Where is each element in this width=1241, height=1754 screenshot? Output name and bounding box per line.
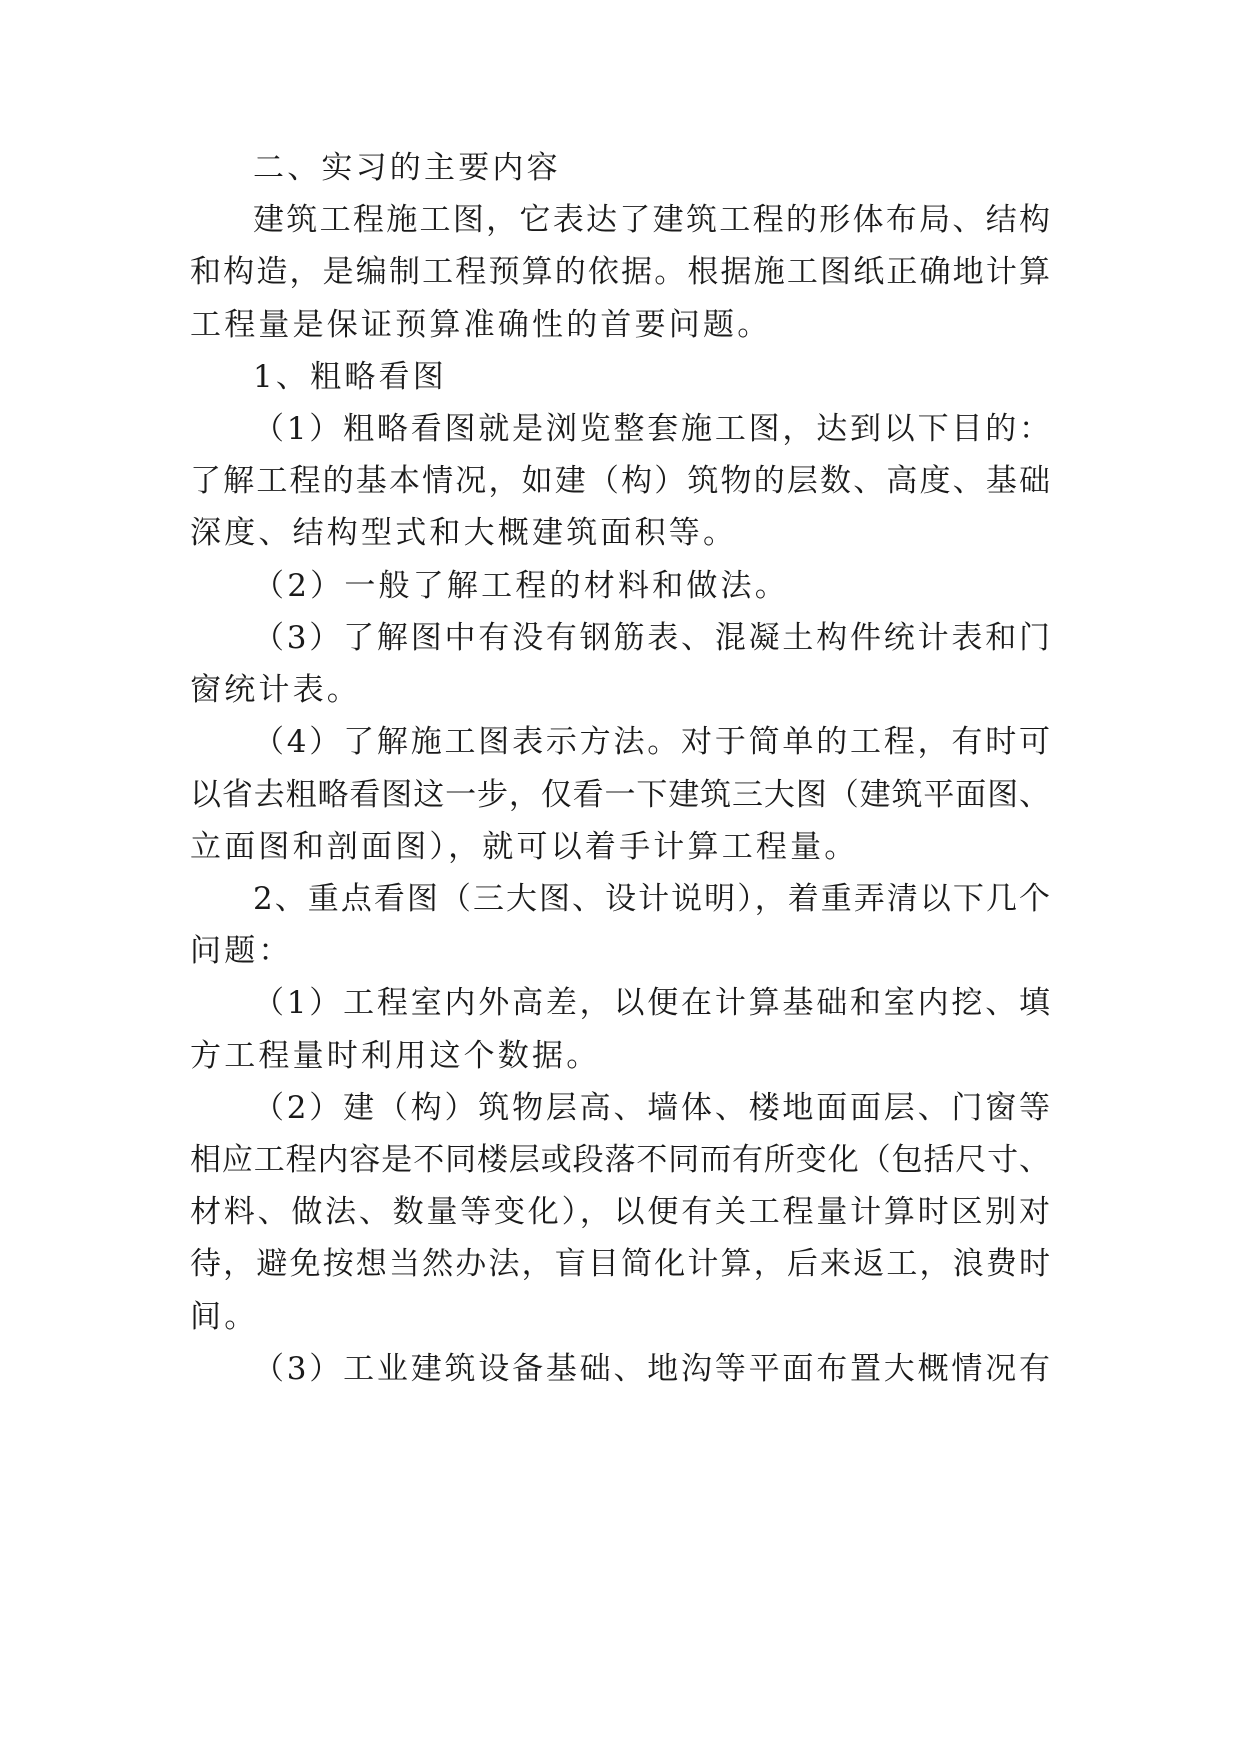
paragraph-line: 建筑工程施工图，它表达了建筑工程的形体布局、结构	[253, 202, 1050, 238]
paragraph-line: 深度、结构型式和大概建筑面积等。	[190, 515, 738, 551]
subsection-heading: 2、重点看图（三大图、设计说明），着重弄清以下几个	[253, 881, 1050, 917]
paragraph-line: 以省去粗略看图这一步，仅看一下建筑三大图（建筑平面图、	[190, 777, 1050, 813]
paragraph-line: 间。	[190, 1299, 259, 1335]
paragraph-line: 和构造，是编制工程预算的依据。根据施工图纸正确地计算	[190, 254, 1050, 290]
paragraph-line: （1）工程室内外高差，以便在计算基础和室内挖、填	[253, 985, 1050, 1021]
paragraph-line: （4）了解施工图表示方法。对于简单的工程，有时可	[253, 724, 1050, 760]
section-heading: 二、实习的主要内容	[253, 150, 561, 186]
subsection-heading: 1、粗略看图	[253, 359, 447, 395]
paragraph-line: 待，避免按想当然办法，盲目简化计算，后来返工，浪费时	[190, 1246, 1050, 1282]
paragraph-line: （3）工业建筑设备基础、地沟等平面布置大概情况有	[253, 1351, 1050, 1387]
paragraph-line: （3）了解图中有没有钢筋表、混凝土构件统计表和门	[253, 620, 1050, 656]
paragraph-line: 立面图和剖面图），就可以着手计算工程量。	[190, 829, 859, 865]
paragraph-line: 方工程量时利用这个数据。	[190, 1038, 601, 1074]
paragraph-line: （2）建（构）筑物层高、墙体、楼地面面层、门窗等	[253, 1090, 1050, 1126]
paragraph-line: 窗统计表。	[190, 672, 361, 708]
paragraph-line: 工程量是保证预算准确性的首要问题。	[190, 307, 772, 343]
paragraph-line: （2）一般了解工程的材料和做法。	[253, 568, 789, 604]
paragraph-line: （1）粗略看图就是浏览整套施工图，达到以下目的：	[253, 411, 1050, 447]
paragraph-line: 相应工程内容是不同楼层或段落不同而有所变化（包括尺寸、	[190, 1142, 1050, 1178]
paragraph-line: 问题：	[190, 933, 293, 969]
paragraph-line: 材料、做法、数量等变化），以便有关工程量计算时区别对	[190, 1194, 1050, 1230]
paragraph-line: 了解工程的基本情况，如建（构）筑物的层数、高度、基础	[190, 463, 1050, 499]
